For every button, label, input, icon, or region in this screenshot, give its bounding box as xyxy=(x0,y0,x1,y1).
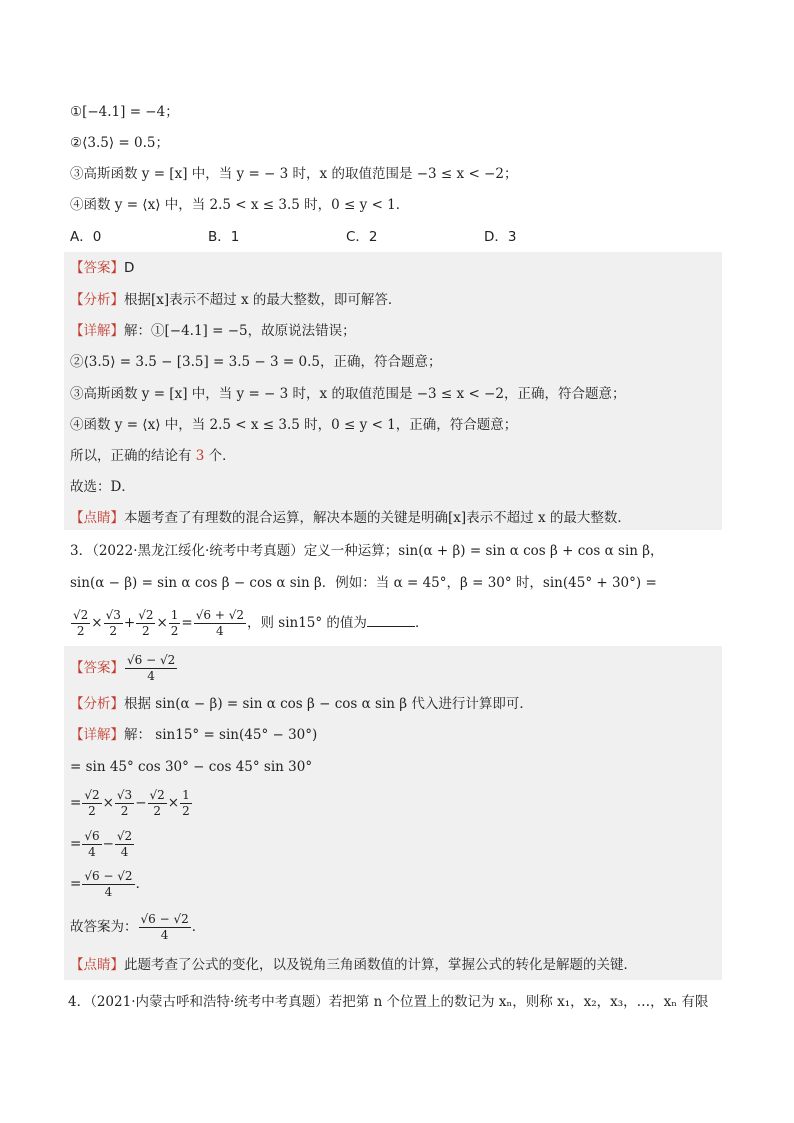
analysis-label: 【分析】 xyxy=(70,292,124,308)
answer-blank xyxy=(367,612,415,627)
q3-detail-4: = $\frac{√6}{4}$ − $\frac{√2}{4}$ xyxy=(70,829,133,859)
fraction: $\frac{√3}{2}$ xyxy=(105,608,121,638)
q2-detail-2: ②⟨3.5⟩ = 3.5 − [3.5] = 3.5 − 3 = 0.5，正确，符合题意； xyxy=(70,354,442,370)
q2-item-1: ①[−4.1] = −4； xyxy=(70,104,179,120)
analysis-label: 【分析】 xyxy=(70,696,124,712)
comment-text: 本题考查了有理数的混合运算，解决本题的关键是明确[x]表示不超过 x 的最大整数． xyxy=(124,510,631,526)
fraction: $\frac{√2}{2}$ xyxy=(149,788,165,818)
q2-detail-4: ④函数 y = ⟨x⟩ 中，当 2.5 < x ≤ 3.5 时，0 ≤ y < 1，正确，符合题意； xyxy=(70,417,518,433)
comment-text: 此题考查了公式的变化，以及锐角三角函数值的计算，掌握公式的转化是解题的关键． xyxy=(124,957,637,973)
fraction: $\frac{√6 - √2}{4}$ xyxy=(84,869,133,899)
conclusion-pre: 所以，正确的结论有 xyxy=(70,448,196,464)
comment-label: 【点睛】 xyxy=(70,510,124,526)
option-a: A．0 xyxy=(70,229,102,245)
q3-line-2: sin(α − β) = sin α cos β − cos α sin β．例如：当 α = 45°，β = 30° 时，sin(45° + 30°) = xyxy=(70,575,657,591)
fraction: $\frac{√6}{4}$ xyxy=(84,829,100,859)
analysis-text: 根据[x]表示不超过 x 的最大整数，即可解答． xyxy=(124,292,402,308)
detail-label: 【详解】 xyxy=(70,323,124,339)
q2-detail-1 xyxy=(70,321,356,341)
q3-analysis xyxy=(70,694,533,714)
fraction: $\frac{√6 - √2}{4}$ xyxy=(140,912,189,942)
q2-comment xyxy=(70,508,631,528)
option-b: B．1 xyxy=(208,229,240,245)
detail-label: 【详解】 xyxy=(70,727,124,743)
answer-value: D xyxy=(124,260,135,276)
fraction: $\frac{√2}{2}$ xyxy=(84,788,100,818)
q2-item-4: ④函数 y = ⟨x⟩ 中，当 2.5 < x ≤ 3.5 时，0 ≤ y < 1． xyxy=(70,197,410,213)
option-d: D．3 xyxy=(484,229,517,245)
fraction: $\frac{√2}{4}$ xyxy=(116,829,133,859)
q3-question-text: ，则 sin15° 的值为 xyxy=(246,615,367,631)
fraction: $\frac{√6 + √2}{4}$ xyxy=(195,608,244,638)
conclusion-post: 个． xyxy=(204,448,236,464)
q3-detail-3: = $\frac{√2}{2}$ × $\frac{√3}{2}$ − $\frac{√2}{2}$ × $\frac{1}{2}$ xyxy=(70,788,190,818)
fraction: $\frac{√6 - √2}{4}$ xyxy=(127,653,176,683)
q2-answer xyxy=(70,258,134,278)
q2-analysis xyxy=(70,290,401,310)
q4-header: 4．（2021·内蒙古呼和浩特·统考中考真题）若把第 n 个位置上的数记为 xₙ，则称 x₁，x₂，x₃，…，xₙ 有限 xyxy=(68,994,709,1010)
q2-choice: 故选：D． xyxy=(70,479,135,495)
q2-item-2: ②⟨3.5⟩ = 0.5； xyxy=(70,135,169,151)
detail-text: 解： sin15° = sin(45° − 30°) xyxy=(124,727,318,743)
option-c: C．2 xyxy=(346,229,378,245)
q3-comment xyxy=(70,955,637,975)
fraction: $\frac{√2}{2}$ xyxy=(138,608,154,638)
conclusion-number: 3 xyxy=(195,448,205,464)
fraction: $\frac{√3}{2}$ xyxy=(116,788,133,818)
fraction: $\frac{1}{2}$ xyxy=(182,788,190,818)
answer-label: 【答案】 xyxy=(70,660,124,676)
fraction: $\frac{1}{2}$ xyxy=(170,608,179,638)
q2-conclusion xyxy=(70,446,236,466)
comment-label: 【点睛】 xyxy=(70,957,124,973)
q2-options xyxy=(70,227,622,247)
q3-detail-1 xyxy=(70,725,317,745)
q3-example-formula: $\frac{√2}{2}$ × $\frac{√3}{2}$ + $\frac{√2}{2}$ × $\frac{1}{2}$ = $\frac{√6 + √2}{4}$ ，则 sin15° 的值为 ． xyxy=(73,608,429,638)
answer-label: 【答案】 xyxy=(70,260,124,276)
q3-detail-2: = sin 45° cos 30° − cos 45° sin 30° xyxy=(70,759,313,775)
q3-header: 3．（2022·黑龙江绥化·统考中考真题）定义一种运算；sin(α + β) = sin α cos β + cos α sin β， xyxy=(70,543,664,559)
q3-answer xyxy=(70,650,178,686)
fraction: $\frac{√2}{2}$ xyxy=(73,608,89,638)
detail-text: 解：①[−4.1] = −5，故原说法错误； xyxy=(124,323,356,339)
q2-detail-3: ③高斯函数 y = [x] 中，当 y = − 3 时，x 的取值范围是 −3 ≤ x < −2，正确，符合题意； xyxy=(70,386,626,402)
q3-detail-5: = $\frac{√6 - √2}{4}$ ． xyxy=(70,869,150,899)
q3-final-answer: 故答案为： $\frac{√6 - √2}{4}$ ． xyxy=(70,912,206,942)
q2-item-3: ③高斯函数 y = [x] 中，当 y = − 3 时，x 的取值范围是 −3 ≤ x < −2； xyxy=(70,166,518,182)
analysis-text: 根据 sin(α − β) = sin α cos β − cos α sin β 代入进行计算即可． xyxy=(124,696,533,712)
